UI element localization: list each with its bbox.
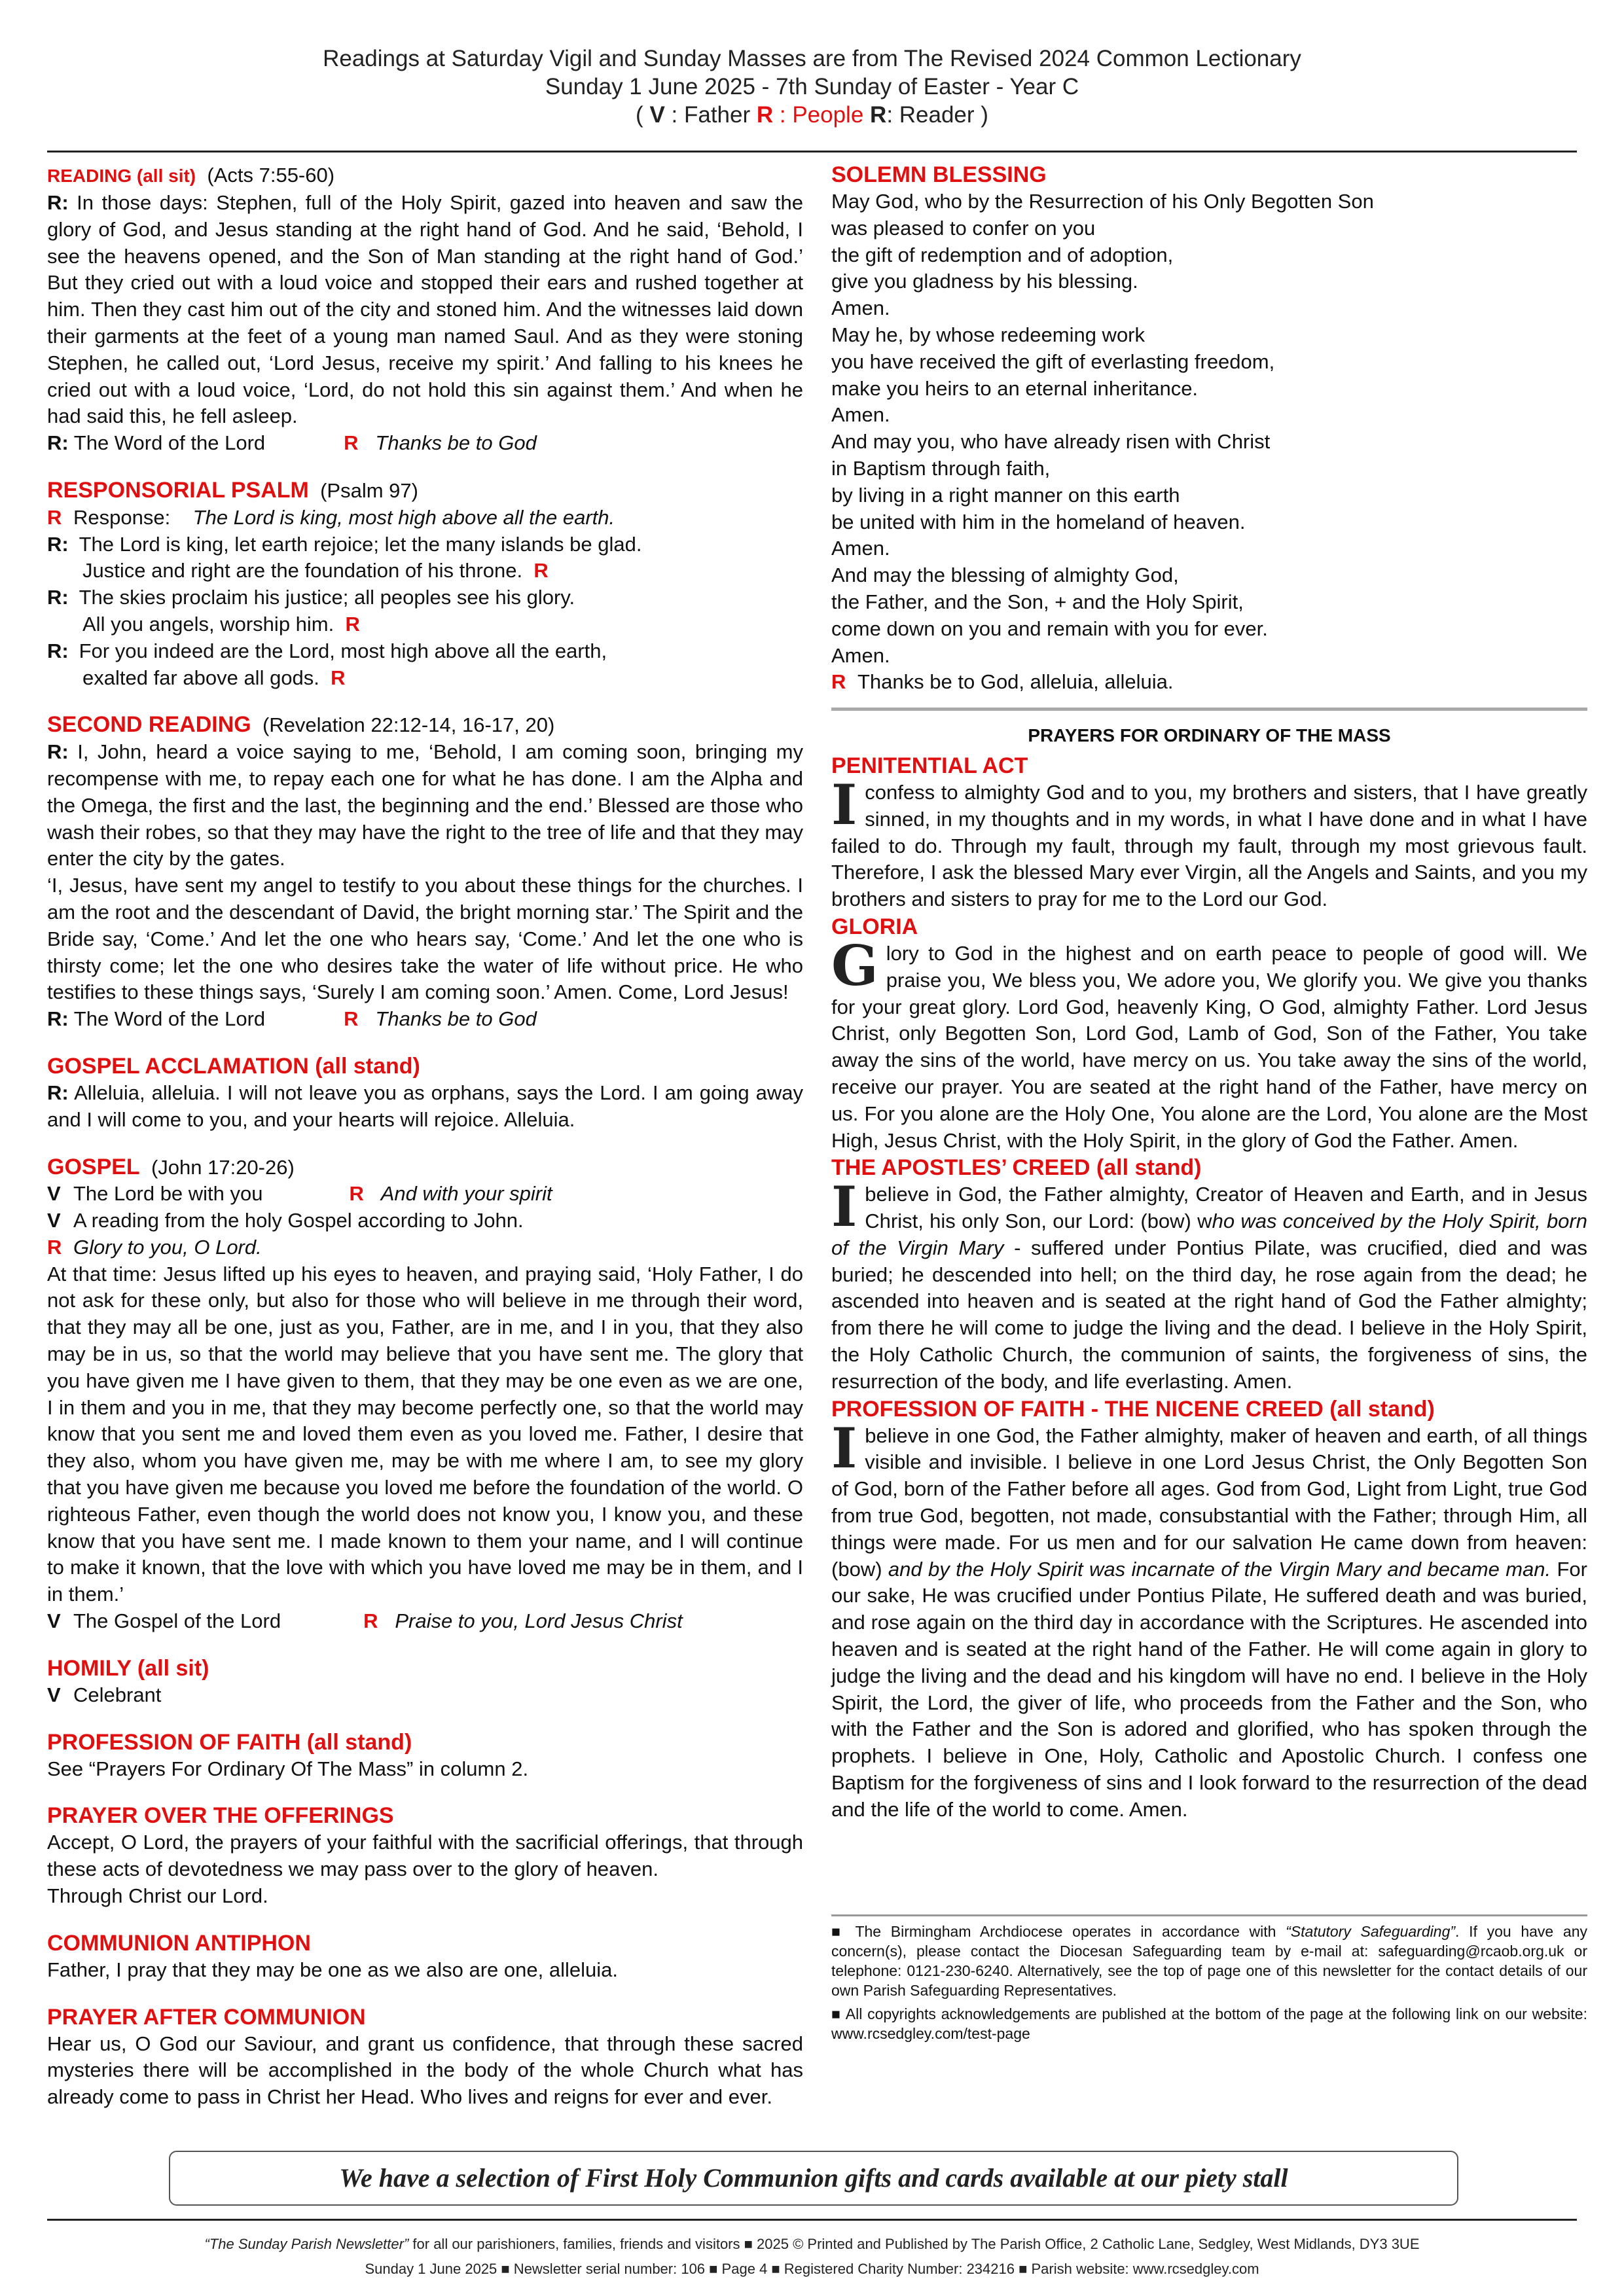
second-reading-title: SECOND READING	[47, 712, 251, 738]
homily-text: V Celebrant	[47, 1683, 162, 1706]
drop-cap: I	[831, 772, 857, 837]
drop-cap: I	[831, 1174, 857, 1240]
penitential-text: Iconfess to almighty God and to you, my brothers and sisters, that I have greatly sinned, in my thoughts and in my words, in what I have done and in what I have failed to do. Through my fault, through my fault, through my most grievous fault. Therefore, I ask the blessed Mary ever Virgin, all the Angels and Saints, and you my brothers and sisters to pray for me to the Lord our God.	[831, 772, 1587, 911]
notices-divider	[831, 1914, 1587, 1916]
blessing-line: May God, who by the Resurrection of his Only Begotten Son	[831, 190, 1374, 213]
blessing-line: was pleased to confer on you	[831, 216, 1096, 240]
ordinary-heading: PRAYERS FOR ORDINARY OF THE MASS	[1028, 725, 1391, 746]
blessing-line: make you heirs to an eternal inheritance.	[831, 376, 1199, 400]
apostles-creed	[831, 1154, 1587, 1395]
gospel-announce: V A reading from the holy Gospel according to John.	[47, 1209, 524, 1232]
key-open: (	[636, 102, 650, 128]
second-reading-end: R: The Word of the Lord R Thanks be to God	[47, 1007, 537, 1031]
page-footer	[0, 2232, 1624, 2282]
gospel-response: R Glory to you, O Lord.	[47, 1235, 262, 1259]
psalm-title: RESPONSORIAL PSALM	[47, 477, 309, 503]
psalm-verse: R: The skies proclaim his justice; all peoples see his glory. All you angels, worship him. R	[47, 586, 575, 636]
blessing-line: by living in a right manner on this earth	[831, 483, 1180, 507]
second-reading-p1: R: I, John, heard a voice saying to me, ‘Behold, I am coming soon, bringing my recompense with me, to repay each one for what he has done. I am the Alpha and the Omega, the first and the last, the beginning and the end.’ Blessed are those who wash their robes, so that they may have the right to the tree of life and that they may enter the city by the gates.	[47, 740, 803, 870]
lectionary-note: Readings at Saturday Vigil and Sunday Masses are from The Revised 2024 Common Lectionary	[323, 46, 1301, 71]
blessing-line: be united with him in the homeland of heaven.	[831, 510, 1246, 533]
reading-title: READING (all sit)	[47, 166, 196, 186]
reading-end: R: The Word of the Lord R Thanks be to God	[47, 431, 537, 455]
acclamation-text: R: Alleluia, alleluia. I will not leave you as orphans, says the Lord. I am going away and I will come to you, and your hearts will rejoice. Alleluia.	[47, 1081, 804, 1131]
second-reading-p2: ‘I, Jesus, have sent my angel to testify to you about these things for the churches. I am the root and the descendant of David, the bright morning star.’ The Spirit and the Bride say, ‘Come.’ And let the one who hears say, ‘Come.’ And let the one who is thirsty come; let the one who desires take the water of life without price. He who testifies to these things says, ‘Surely I am coming soon.’ Amen. Come, Lord Jesus!	[47, 874, 803, 1004]
blessing-line: And may you, who have already risen with Christ	[831, 430, 1271, 454]
column-ordinary	[831, 161, 1587, 1823]
nicene-text: Ibelieve in one God, the Father almighty, maker of heaven and earth, of all things visible and invisible. I believe in one Lord Jesus Christ, the Only Begotten Son of God, born of the Father before all ages. God from God, Light from Light, true God from true God, begotten, not made, consubstantial with the Father; through Him, all things were made. For us men and for our salvation He came down from heaven: (bow) and by the Holy Spirit was incarnate of the Virgin Mary and became man. For our sake, He was crucified under Pontius Pilate, He suffered death and was buried, and rose again on the third day in accordance with the Scriptures. He ascended into heaven and is seated at the right hand of the Father. He will come again in glory to judge the living and the dead and his kingdom will have no end. I believe in the Holy Spirit, the Lord, the giver of life, who proceeds from the Father and the Son, who with the Father and the Son is adored and glorified, who has spoken through the prophets. I believe in One, Holy, Catholic and Apostolic Church. I confess one Baptism for the forgiveness of sins and I look forward to the resurrection of the dead and the life of the world to come. Amen.	[831, 1415, 1588, 1821]
blessing-line: in Baptism through faith,	[831, 456, 1051, 480]
copyright-notice: ■ All copyrights acknowledgements are published at the bottom of the page at the following link on our website: www.rcsedgley.com/test-page	[831, 2005, 1587, 2042]
first-reading	[47, 161, 803, 457]
header-divider	[47, 151, 1577, 152]
piety-stall-banner: We have a selection of First Holy Communion gifts and cards available at our piety stall	[169, 2151, 1458, 2206]
prayer-over-offerings	[47, 1802, 803, 1909]
after-communion-title: PRAYER AFTER COMMUNION	[47, 2004, 366, 2030]
communion-antiphon	[47, 1929, 803, 1984]
profession-of-faith	[47, 1729, 803, 1783]
responsorial-psalm	[47, 476, 803, 691]
gloria	[831, 913, 1587, 1154]
key-v: V	[649, 102, 665, 128]
blessing-line: Amen.	[831, 537, 890, 560]
key-reader-text: : Reader )	[886, 102, 988, 128]
apostles-text: Ibelieve in God, the Father almighty, Creator of Heaven and Earth, and in Jesus Christ, his only Son, our Lord: (bow) who was conceived by the Holy Spirit, born of the Virgin Mary - suffered under Pontius Pilate, was crucified, died and was buried; he descended into hell; on the third day, he rose again from the dead; he ascended into heaven and is seated at the right hand of God the Father almighty; from there he will come to judge the living and the dead. I believe in the Holy Spirit, the Holy Catholic Church, the communion of saints, the forgiveness of sins, the resurrection of the body, and life everlasting. Amen.	[831, 1174, 1587, 1393]
homily	[47, 1655, 803, 1709]
date-line: Sunday 1 June 2025 - 7th Sunday of Easter - Year C	[545, 74, 1079, 99]
gospel-title: GOSPEL	[47, 1154, 140, 1179]
psalm-response: R Response: The Lord is king, most high above all the earth.	[47, 505, 615, 529]
footer-divider	[47, 2219, 1577, 2221]
blessing-line: May he, by whose redeeming work	[831, 323, 1146, 346]
solemn-blessing	[831, 161, 1587, 696]
key-v-text: : Father	[664, 102, 757, 128]
offerings-title: PRAYER OVER THE OFFERINGS	[47, 1803, 394, 1829]
offerings-conclusion: Through Christ our Lord.	[47, 1884, 268, 1908]
gloria-text: Glory to God in the highest and on earth peace to people of good will. We praise you, We bless you, We adore you, We glorify you. We give you thanks for your great glory. Lord God, heavenly King, O God, almighty Father. Lord Jesus Christ, only Begotten Son, Lord God, Lamb of God, Son of the Father, You take away the sins of the world, have mercy on us. You take away the sins of the world, receive our prayer. You are seated at the right hand of the Father, have mercy on us. For you alone are the Holy One, You alone are the Lord, You alone are the Most High, Jesus Christ, with the Holy Spirit, in the glory of God the Father. Amen.	[831, 933, 1587, 1152]
gospel-end: V The Gospel of the Lord R Praise to you, Lord Jesus Christ	[47, 1609, 683, 1633]
second-reading	[47, 711, 803, 1033]
after-communion-text: Hear us, O God our Saviour, and grant us confidence, that through these sacred mysteries there will be accomplished in the body of the whole Church what has already come to pass in Christ her Head. Who lives and reigns for ever and ever.	[47, 2032, 803, 2109]
role-key	[0, 101, 1624, 129]
column-readings	[47, 161, 803, 2111]
blessing-lines	[831, 188, 1587, 669]
psalm-verse: R: The Lord is king, let earth rejoice; let the many islands be glad. Justice and right are the foundation of his throne. R	[47, 532, 642, 583]
psalm-ref: (Psalm 97)	[320, 478, 418, 502]
gospel	[47, 1153, 803, 1635]
footer-line-1: “The Sunday Parish Newsletter” for all our parishioners, families, friends and visitors ■ 2025 © Printed and Published by The Parish Office, 2 Catholic Lane, Sedgley, West Midlands, DY3 3UE	[204, 2236, 1420, 2252]
penitential-title: PENITENTIAL ACT	[831, 753, 1028, 778]
section-divider	[831, 708, 1587, 711]
blessing-title: SOLEMN BLESSING	[831, 162, 1047, 187]
safeguarding-notice: ■ The Birmingham Archdiocese operates in accordance with “Statutory Safeguarding”. If you have any concern(s), please contact the Diocesan Safeguarding team by e-mail at: safeguarding@rcaob.org.uk or telephone: 0121-230-6240. Alternatively, see the top of page one of this newsletter for the contact details of our own Parish Safeguarding Representatives.	[831, 1923, 1587, 1999]
blessing-line: give you gladness by his blessing.	[831, 270, 1138, 293]
key-reader: R	[870, 102, 887, 128]
reading-ref: (Acts 7:55-60)	[207, 164, 335, 187]
profession-text: See “Prayers For Ordinary Of The Mass” in column 2.	[47, 1757, 529, 1780]
penitential-act	[831, 752, 1587, 913]
blessing-line: the Father, and the Son, + and the Holy Spirit,	[831, 590, 1244, 613]
gloria-title: GLORIA	[831, 914, 918, 939]
blessing-line: And may the blessing of almighty God,	[831, 564, 1179, 587]
key-r-text: : People	[773, 102, 871, 128]
profession-title: PROFESSION OF FAITH (all stand)	[47, 1729, 412, 1755]
prayer-after-communion	[47, 2003, 803, 2111]
offerings-text: Accept, O Lord, the prayers of your faithful with the sacrificial offerings, that through these acts of devotedness we may pass over to the glory of heaven.	[47, 1831, 803, 1881]
gospel-text: At that time: Jesus lifted up his eyes to heaven, and praying said, ‘Holy Father, I do not ask for these only, but also for those who will believe in me through their word, that they may all be one, just as you, Father, are in me, and I in you, that they also may be in us, so that the world may believe that you have sent me. The glory that you have given me I have given to them, that they may be one even as we are one, I in them and you in me, that they may become perfectly one, so that the world may know that you sent me and loved them even as you loved me. Father, I desire that they also, whom you have given me, may be with me where I am, to see my glory that you have given me because you loved me before the foundation of the world. O righteous Father, even though the world does not know you, I know you, and these know that you have sent me. I made known to them your name, and I will continue to make it known, that the love with which you have loved me may be in them, and I in them.’	[47, 1262, 803, 1606]
psalm-verse: R: For you indeed are the Lord, most high above all the earth, exalted far above all gods. R	[47, 639, 607, 689]
blessing-line: Amen.	[831, 403, 890, 427]
drop-cap: I	[831, 1415, 857, 1480]
blessing-end: R Thanks be to God, alleluia, alleluia.	[831, 670, 1174, 694]
key-r: R	[756, 102, 774, 128]
blessing-line: the gift of redemption and of adoption,	[831, 243, 1174, 266]
gospel-ref: (John 17:20-26)	[151, 1155, 295, 1179]
antiphon-text: Father, I pray that they may be one as we also are one, alleluia.	[47, 1958, 618, 1981]
gospel-dialogue: V The Lord be with you R And with your spirit	[47, 1182, 552, 1206]
blessing-line: Amen.	[831, 296, 890, 320]
antiphon-title: COMMUNION ANTIPHON	[47, 1930, 311, 1956]
page-header	[0, 45, 1624, 129]
nicene-title: PROFESSION OF FAITH - THE NICENE CREED (all stand)	[831, 1396, 1435, 1422]
gospel-acclamation	[47, 1052, 803, 1134]
nicene-creed	[831, 1395, 1587, 1823]
blessing-line: Amen.	[831, 643, 890, 667]
notices	[831, 1914, 1587, 2043]
second-reading-ref: (Revelation 22:12-14, 16-17, 20)	[262, 713, 555, 737]
blessing-line: you have received the gift of everlasting freedom,	[831, 350, 1275, 373]
homily-title: HOMILY (all sit)	[47, 1655, 209, 1681]
apostles-title: THE APOSTLES’ CREED (all stand)	[831, 1155, 1202, 1181]
drop-cap: G	[831, 933, 878, 998]
reading-text: R: In those days: Stephen, full of the Holy Spirit, gazed into heaven and saw the glory of God, and Jesus standing at the right hand of God. And he said, ‘Behold, I see the heavens opened, and the Son of Man standing at the right hand of God.’ But they cried out with a loud voice and stopped their ears and rushed together at him. Then they cast him out of the city and stoned him. And the witnesses laid down their garments at the feet of a young man named Saul. And as they were stoning Stephen, he called out, ‘Lord Jesus, receive my spirit.’ And falling to his knees he cried out with a loud voice, ‘Lord, do not hold this sin against them.’ And when he had said this, he fell asleep.	[47, 191, 803, 428]
acclamation-title: GOSPEL ACCLAMATION (all stand)	[47, 1053, 420, 1079]
blessing-line: come down on you and remain with you for ever.	[831, 617, 1268, 640]
footer-line-2: Sunday 1 June 2025 ■ Newsletter serial number: 106 ■ Page 4 ■ Registered Charity Number: 234216 ■ Parish website: www.rcsedgley.com	[365, 2261, 1259, 2277]
